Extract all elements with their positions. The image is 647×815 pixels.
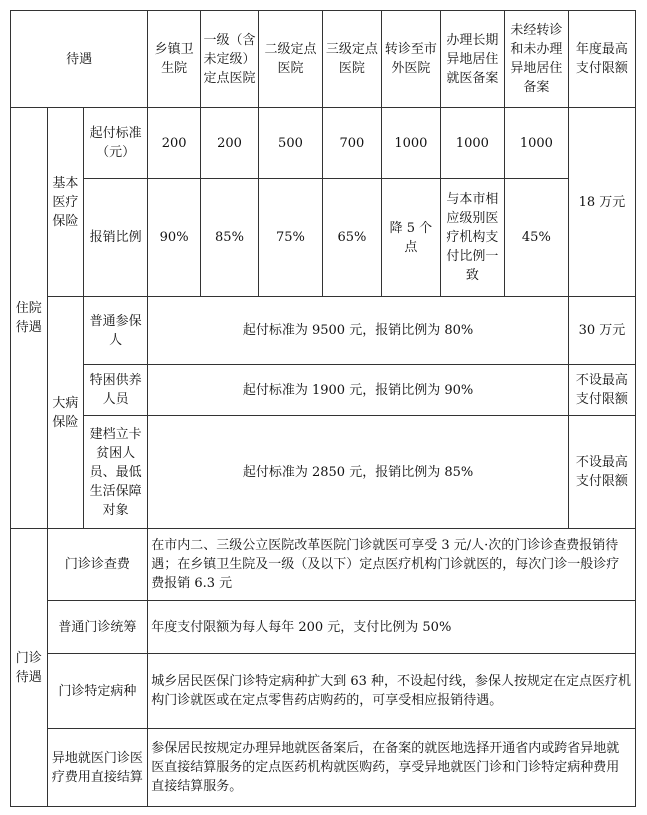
ratio-value: 与本市相应级别医疗机构支付比例一致 [440,179,504,297]
header-treatment: 待遇 [11,11,148,108]
ratio-value: 65% [322,179,381,297]
serious-row-text: 起付标准为 9500 元，报销比例为 80% [148,297,569,365]
header-level3-hospital: 三级定点医院 [322,11,381,108]
ratio-value: 45% [504,179,568,297]
serious-row-text: 起付标准为 2850 元，报销比例为 85% [148,416,569,529]
deductible-value: 200 [201,108,259,179]
deductible-label: 起付标准（元） [84,108,148,179]
basic-annual-limit: 18 万元 [568,108,635,297]
ratio-value: 90% [148,179,201,297]
outpatient-label: 门诊待遇 [11,529,48,807]
ratio-value: 85% [201,179,259,297]
serious-row-limit: 30 万元 [568,297,635,365]
deductible-value: 500 [258,108,322,179]
deductible-value: 1000 [504,108,568,179]
deductible-value: 1000 [440,108,504,179]
deductible-value: 200 [148,108,201,179]
serious-group-label: 普通参保人 [84,297,148,365]
header-township-hospital: 乡镇卫生院 [148,11,201,108]
header-long-term-remote-filing: 办理长期异地居住就医备案 [440,11,504,108]
ratio-value: 75% [258,179,322,297]
header-level1-hospital: 一级（含未定级）定点医院 [201,11,259,108]
header-level2-hospital: 二级定点医院 [258,11,322,108]
outpatient-item-label: 门诊特定病种 [47,654,148,729]
outpatient-item-label: 门诊诊查费 [47,529,148,601]
serious-row-text: 起付标准为 1900 元，报销比例为 90% [148,365,569,416]
ratio-value: 降 5 个点 [381,179,440,297]
outpatient-item-label: 异地就医门诊医疗费用直接结算 [47,729,148,807]
basic-insurance-label: 基本医疗保险 [47,108,84,297]
serious-group-label: 特困供养人员 [84,365,148,416]
outpatient-item-label: 普通门诊统筹 [47,601,148,654]
serious-illness-label: 大病保险 [47,297,84,529]
serious-group-label: 建档立卡贫困人员、最低生活保障对象 [84,416,148,529]
deductible-value: 700 [322,108,381,179]
deductible-value: 1000 [381,108,440,179]
outpatient-item-text: 年度支付限额为每人每年 200 元，支付比例为 50% [148,601,636,654]
serious-row-limit: 不设最高支付限额 [568,416,635,529]
outpatient-item-text: 城乡居民医保门诊特定病种扩大到 63 种，不设起付线，参保人按规定在定点医疗机构门诊就医或在定点零售药店购药的，可享受相应报销待遇。 [148,654,636,729]
header-no-referral-no-filing: 未经转诊和未办理异地居住备案 [504,11,568,108]
outpatient-item-text: 在市内二、三级公立医院改革医院门诊就医可享受 3 元/人·次的门诊诊查费报销待遇；在乡镇卫生院及一级（及以下）定点医疗机构门诊就医的，每次门诊一般诊疗费报销 6.3 元 [148,529,636,601]
inpatient-label: 住院待遇 [11,108,48,529]
header-annual-max-limit: 年度最高支付限额 [568,11,635,108]
outpatient-item-text: 参保居民按规定办理异地就医备案后，在备案的就医地选择开通省内或跨省异地就医直接结算服务的定点医药机构就医购药，享受异地就医门诊和门诊特定病种费用直接结算服务。 [148,729,636,807]
header-referral-out-of-city: 转诊至市外医院 [381,11,440,108]
benefits-table [10,10,636,807]
serious-row-limit: 不设最高支付限额 [568,365,635,416]
ratio-label: 报销比例 [84,179,148,297]
